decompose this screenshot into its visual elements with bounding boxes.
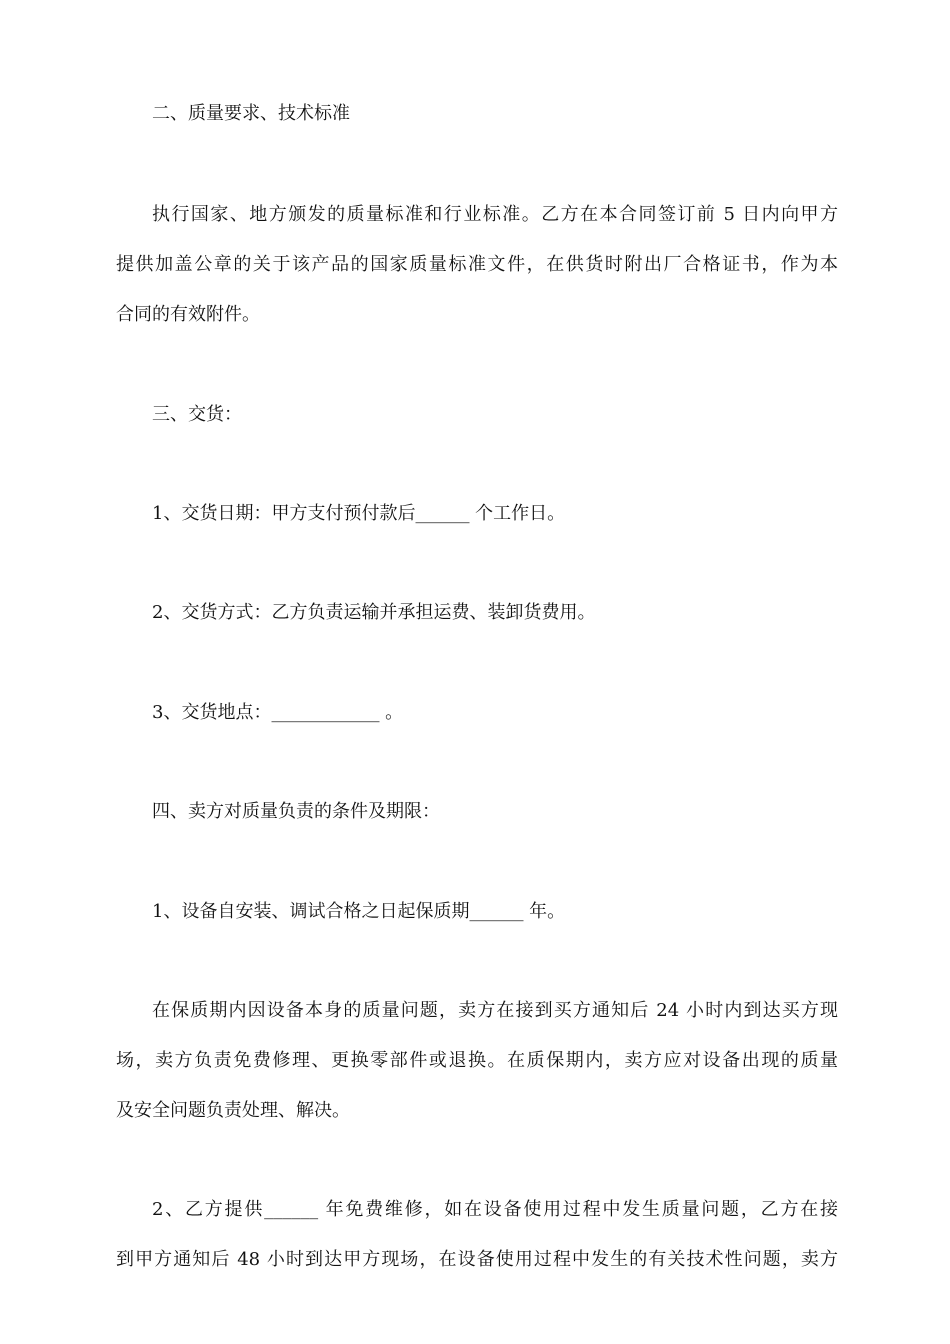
section-2-paragraph-line-1: 执行国家、地方颁发的质量标准和行业标准。乙方在本合同签订前 5 日内向甲方 [152,204,838,225]
delivery-method-item: 2、交货方式：乙方负责运输并承担运费、装卸货费用。 [152,602,596,623]
free-maintenance-item-line-2: 到甲方通知后 48 小时到达甲方现场，在设备使用过程中发生的有关技术性问题，卖方 [116,1249,838,1270]
section-2-paragraph-line-2: 提供加盖公章的关于该产品的国家质量标准文件，在供货时附出厂合格证书，作为本 [116,254,838,275]
section-3-heading: 三、交货： [152,404,242,425]
delivery-date-item: 1、交货日期：甲方支付预付款后______ 个工作日。 [152,503,566,524]
warranty-period-item: 1、设备自安装、调试合格之日起保质期______ 年。 [152,901,566,922]
delivery-location-item: 3、交货地点：____________ 。 [152,702,404,723]
section-4-heading: 四、卖方对质量负责的条件及期限： [152,801,440,822]
section-2-heading: 二、质量要求、技术标准 [152,103,350,124]
section-4-paragraph-line-2: 场，卖方负责免费修理、更换零部件或退换。在质保期内，卖方应对设备出现的质量 [116,1050,838,1071]
section-2-paragraph-line-3: 合同的有效附件。 [116,304,260,325]
section-4-paragraph-line-3: 及安全问题负责处理、解决。 [116,1100,350,1121]
free-maintenance-item-line-1: 2、乙方提供______ 年免费维修，如在设备使用过程中发生质量问题，乙方在接 [152,1199,838,1220]
section-4-paragraph-line-1: 在保质期内因设备本身的质量问题，卖方在接到买方通知后 24 小时内到达买方现 [152,1000,838,1021]
